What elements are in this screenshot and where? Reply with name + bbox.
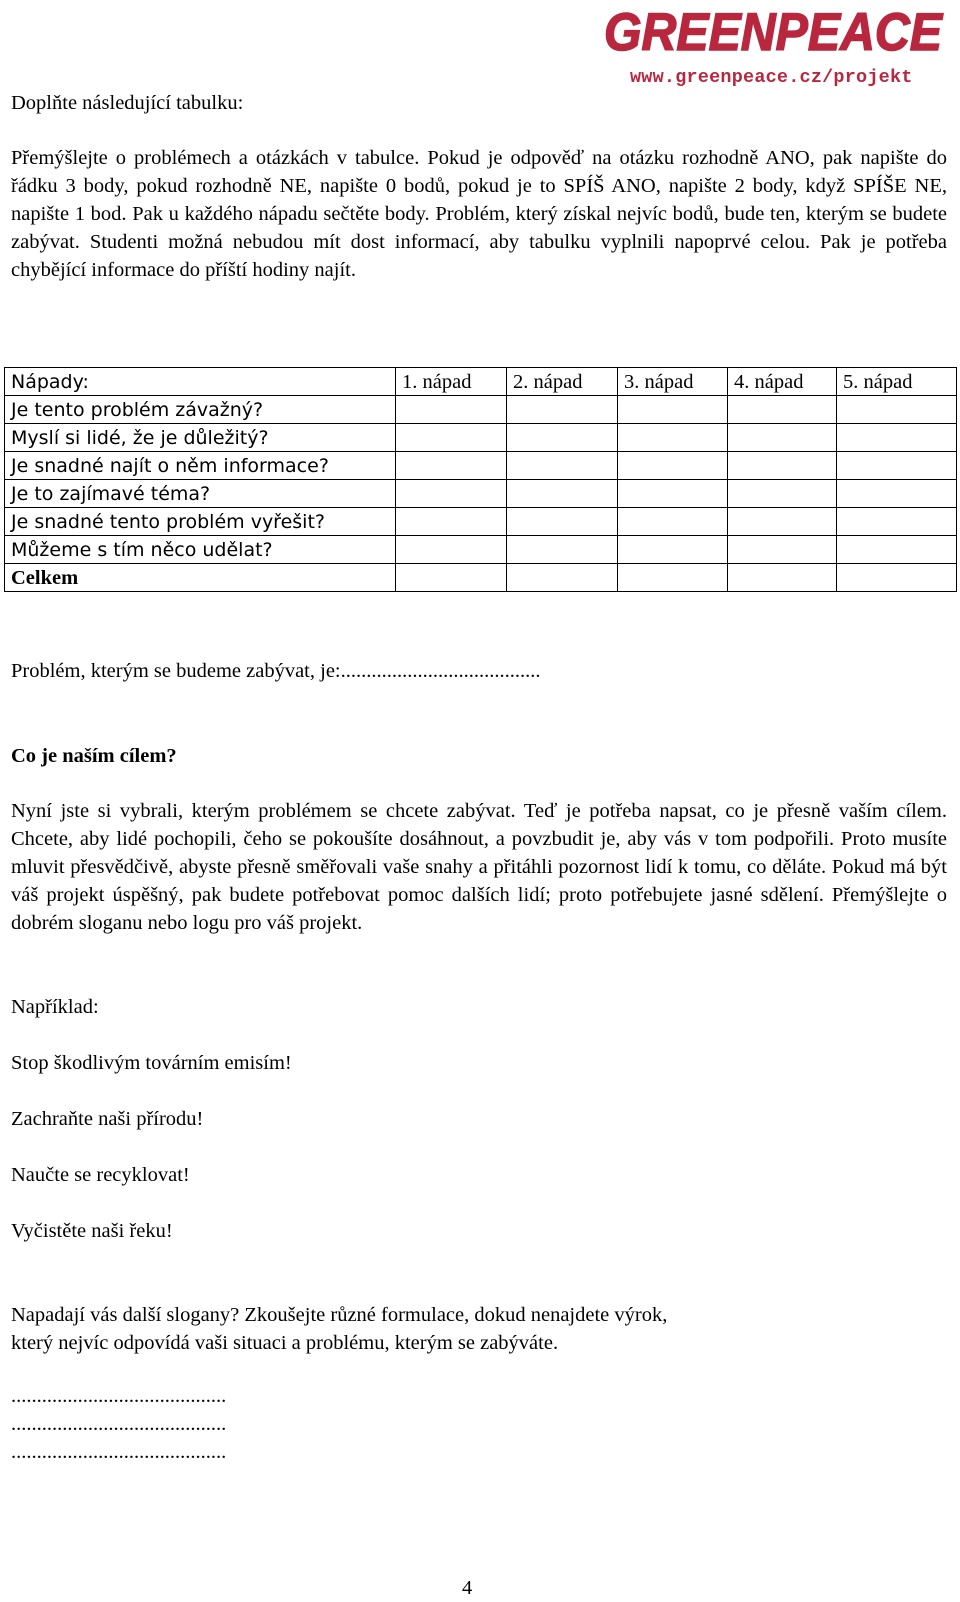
table-row-label: Je tento problém závažný? — [5, 396, 396, 424]
table-cell[interactable] — [618, 396, 728, 424]
slogan-item: Vyčistěte naši řeku! — [11, 1220, 173, 1242]
table-cell[interactable] — [837, 424, 957, 452]
table-cell[interactable] — [396, 508, 507, 536]
table-row — [5, 508, 957, 536]
table-column-header: 1. nápad — [396, 368, 507, 396]
goal-text: Nyní jste si vybrali, kterým problémem se chcete zabývat. Teď je potřeba napsat, co je přesně vaším cílem. Chcete, aby lidé pochopili, čeho se pokoušíte dosáhnout, a povzbudit je, aby vás v tom podpořili. Proto musíte mluvit přesvědčivě, abyste přesně směřovali vaše snahy a přitáhli pozornost lidí k tomu, co děláte. Pokud má být váš projekt úspěšný, pak budete potřebovat pomoc dalších lidí; proto potřebujete jasné sdělení. Přemýšlejte o dobrém sloganu nebo logu pro váš projekt. — [11, 800, 947, 934]
table-row — [5, 480, 957, 508]
more-slogans-line: Napadají vás další slogany? Zkoušejte různé formulace, dokud nenajdete výrok, — [11, 1304, 668, 1326]
table-cell[interactable] — [396, 452, 507, 480]
table-cell[interactable] — [396, 536, 507, 564]
table-row — [5, 424, 957, 452]
table-cell[interactable] — [507, 396, 618, 424]
table-header-label: Nápady: — [5, 368, 396, 396]
table-cell[interactable] — [728, 480, 837, 508]
table-cell[interactable] — [396, 396, 507, 424]
table-row-label: Je to zajímavé téma? — [5, 480, 396, 508]
table-column-header: 2. nápad — [507, 368, 618, 396]
table-cell[interactable] — [728, 536, 837, 564]
logo-url: www.greenpeace.cz/projekt — [630, 67, 913, 88]
table-cell[interactable] — [837, 536, 957, 564]
table-row-label: Je snadné najít o něm informace? — [5, 452, 396, 480]
table-column-header: 3. nápad — [618, 368, 728, 396]
slogan-item: Naučte se recyklovat! — [11, 1164, 190, 1186]
svg-text:GREENPEACE: GREENPEACE — [604, 3, 944, 62]
chosen-problem-line: Problém, kterým se budeme zabývat, je:....................................... — [11, 660, 541, 682]
slogan-item: Zachraňte naši přírodu! — [11, 1108, 204, 1130]
table-total-row — [5, 564, 957, 592]
table-cell[interactable] — [618, 536, 728, 564]
intro-heading: Doplňte následující tabulku: — [11, 92, 244, 114]
table-cell[interactable] — [507, 480, 618, 508]
slogan-item: Stop škodlivým továrním emisím! — [11, 1052, 292, 1074]
more-slogans-line: který nejvíc odpovídá vaši situaci a problému, kterým se zabýváte. — [11, 1332, 559, 1354]
table-row-label: Je snadné tento problém vyřešit? — [5, 508, 396, 536]
table-cell[interactable] — [618, 480, 728, 508]
example-label: Například: — [11, 996, 99, 1018]
table-cell[interactable] — [837, 396, 957, 424]
table-cell[interactable] — [837, 452, 957, 480]
table-header-row — [5, 368, 957, 396]
blank-line[interactable]: .......................................... — [11, 1385, 227, 1407]
page-number: 4 — [462, 1577, 473, 1599]
table-cell[interactable] — [507, 536, 618, 564]
table-cell[interactable] — [618, 508, 728, 536]
table-cell[interactable] — [837, 564, 957, 592]
table-cell[interactable] — [396, 424, 507, 452]
instructions-text: Přemýšlejte o problémech a otázkách v tabulce. Pokud je odpověď na otázku rozhodně ANO, pak napište do řádku 3 body, pokud rozhodně NE, napište 0 bodů, pokud je to SPÍŠ ANO, napište 2 body, když SPÍŠE NE, napište 1 bod. Pak u každého nápadu sečtěte body. Problém, který získal nejvíc bodů, bude ten, kterým se budete zabývat. Studenti možná nebudou mít dost informací, aby tabulku vyplnili napoprvé celou. Pak je potřeba chybějící informace do příští hodiny najít. — [11, 147, 947, 281]
table-cell[interactable] — [507, 424, 618, 452]
blank-line[interactable]: .......................................... — [11, 1413, 227, 1435]
table-cell[interactable] — [728, 396, 837, 424]
table-row — [5, 452, 957, 480]
goal-heading: Co je naším cílem? — [11, 745, 177, 767]
blank-line[interactable]: .......................................... — [11, 1441, 227, 1463]
table-cell[interactable] — [728, 508, 837, 536]
ideas-table — [4, 367, 957, 592]
table-cell[interactable] — [507, 564, 618, 592]
table-cell[interactable] — [396, 480, 507, 508]
table-cell[interactable] — [618, 424, 728, 452]
table-cell[interactable] — [396, 564, 507, 592]
goal-paragraph — [11, 797, 947, 937]
table-total-label: Celkem — [5, 564, 396, 592]
greenpeace-logo — [604, 2, 946, 62]
table-row — [5, 536, 957, 564]
table-cell[interactable] — [507, 452, 618, 480]
table-column-header: 5. nápad — [837, 368, 957, 396]
table-cell[interactable] — [728, 452, 837, 480]
instructions-paragraph — [11, 144, 947, 284]
table-cell[interactable] — [728, 424, 837, 452]
table-cell[interactable] — [618, 564, 728, 592]
table-row-label: Můžeme s tím něco udělat? — [5, 536, 396, 564]
table-column-header: 4. nápad — [728, 368, 837, 396]
greenpeace-logo-graphic — [604, 2, 946, 62]
table-row — [5, 396, 957, 424]
table-cell[interactable] — [837, 480, 957, 508]
table-cell[interactable] — [618, 452, 728, 480]
table-row-label: Myslí si lidé, že je důležitý? — [5, 424, 396, 452]
table-cell[interactable] — [507, 508, 618, 536]
table-cell[interactable] — [837, 508, 957, 536]
table-cell[interactable] — [728, 564, 837, 592]
